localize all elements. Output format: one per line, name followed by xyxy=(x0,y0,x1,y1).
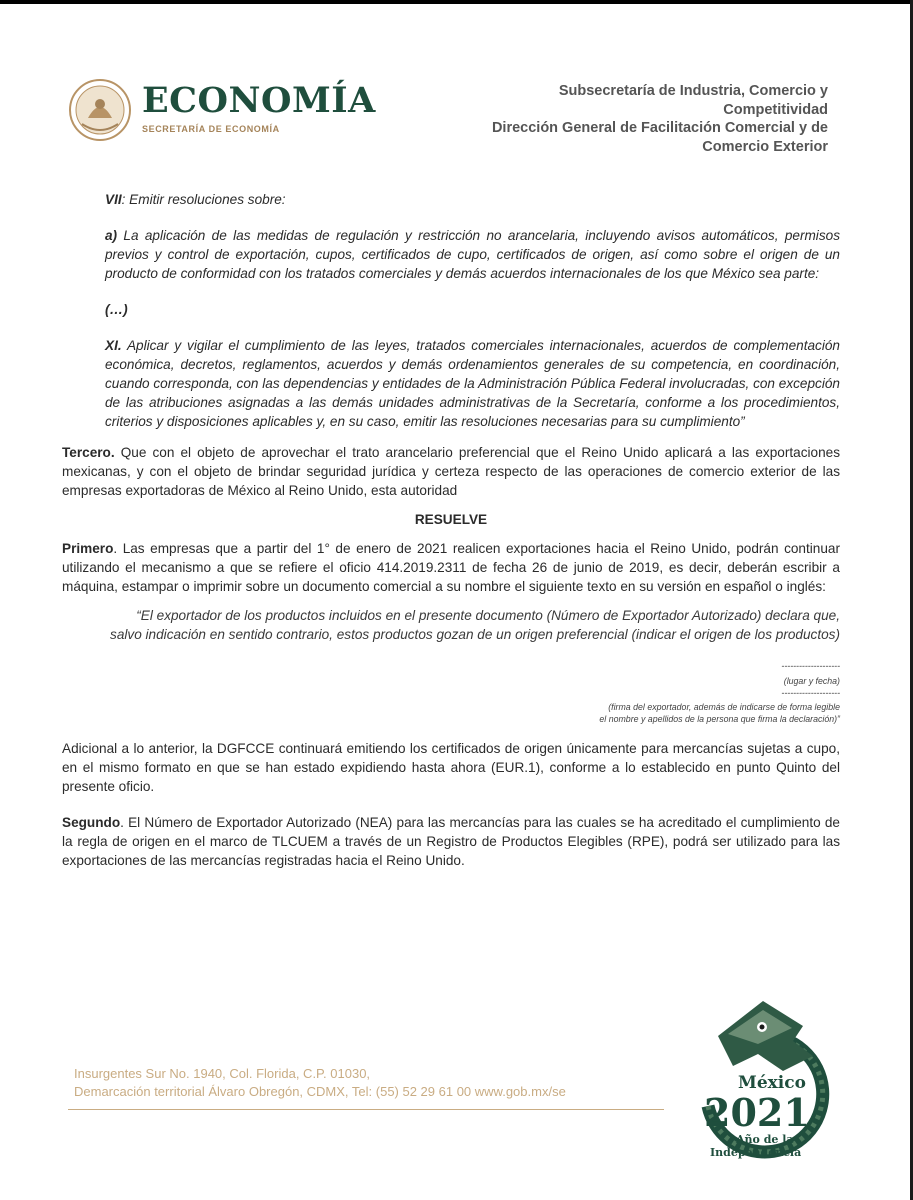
logo-ano-text: Año de la xyxy=(736,1133,794,1146)
clause-label: XI. xyxy=(105,338,122,353)
place-date-label: (lugar y fecha) xyxy=(783,676,840,686)
national-seal-icon xyxy=(68,78,132,142)
brand-subtitle: SECRETARÍA DE ECONOMÍA xyxy=(142,124,280,134)
signature-note: el nombre y apellidos de la persona que firma la declaración)” xyxy=(599,714,840,724)
brand xyxy=(142,82,376,134)
letterhead xyxy=(68,76,828,166)
paragraph-adicional: Adicional a lo anterior, la DGFCCE continuará emitiendo los certificados de origen únicamente para mercancías sujetas a cupo, en el mismo formato en que se han estado expidiendo hasta ahora (EUR.1), conforme a lo establecido en punto Quinto del presente oficio. xyxy=(62,741,840,794)
paragraph-label: Tercero. xyxy=(62,445,115,460)
top-border xyxy=(0,0,913,4)
department-block xyxy=(408,82,828,156)
signature-dashes: -------------------- xyxy=(781,688,840,698)
clause-xi xyxy=(105,336,840,431)
clause-label: VII xyxy=(105,192,122,207)
dept-line: Comercio Exterior xyxy=(702,138,828,155)
logo-mexico-text: México xyxy=(738,1073,806,1093)
paragraph-text: . El Número de Exportador Autorizado (NEA) para las mercancías para las cuales se ha acreditado el cumplimiento de la regla de origen en el marco de TLCUEM a través de un Registro de Productos Elegibles (RPE), podrá ser utilizado para las exportaciones de las mercancías registradas hacia el Reino Unido. xyxy=(62,815,840,868)
clause-text: : Emitir resoluciones sobre: xyxy=(121,192,286,207)
signature-note: (firma del exportador, además de indicarse de forma legible xyxy=(608,702,840,712)
clause-text: La aplicación de las medidas de regulación y restricción no arancelaria, incluyendo avisos automáticos, permisos previos y control de exportación, cupos, certificados de cupo, certificados de origen, así como sobre el origen de un producto de conformidad con los tratados comerciales y demás acuerdos internacionales de los que México sea parte: xyxy=(105,228,840,281)
footer-line: Demarcación territorial Álvaro Obregón, CDMX, Tel: (55) 52 29 61 00 www.gob.mx/se xyxy=(74,1084,566,1099)
clause-label: a) xyxy=(105,228,118,243)
logo-year-text: 2021 xyxy=(704,1090,810,1135)
clause-vii xyxy=(105,190,840,209)
mexico-2021-logo xyxy=(688,996,838,1171)
declaration-quote: “El exportador de los productos incluidos en el presente documento (Número de Exportador Autorizado) declara que, salvo indicación en sentido contrario, estos productos gozan de un origen preferencial (indicar el origen de los productos) xyxy=(110,608,840,642)
paragraph-text: . Las empresas que a partir del 1° de enero de 2021 realicen exportaciones hacia el Reino Unido, podrán continuar utilizando el mecanismo a que se refiere el oficio 414.2019.2311 de fecha 26 de junio de 2019, es decir, deberán escribir a máquina, estampar o imprimir sobre un documento comercial a su nombre el siguiente texto en su versión en español o inglés: xyxy=(62,541,840,594)
footer-line: Insurgentes Sur No. 1940, Col. Florida, C.P. 01030, xyxy=(74,1066,371,1081)
paragraph-text: Que con el objeto de aprovechar el trato arancelario preferencial que el Reino Unido aplicará a las exportaciones mexicanas, y con el objeto de brindar seguridad jurídica y certeza respecto de las operaciones de comercio exterior de las empresas exportadoras de México al Reino Unido, esta autoridad xyxy=(62,445,840,498)
dept-line: Competitividad xyxy=(723,101,828,118)
dept-line: Dirección General de Facilitación Comercial y de xyxy=(491,120,828,136)
paragraph-primero xyxy=(62,539,840,596)
signature-block xyxy=(62,660,840,725)
clause-a xyxy=(105,226,840,283)
clause-text: Aplicar y vigilar el cumplimiento de las leyes, tratados comerciales internacionales, acuerdos de complementación económica, decretos, reglamentos, acuerdos y demás ordenamientos generales de su competencia, en coordinación, cuando corresponda, con las dependencias y entidades de la Administración Pública Federal involucradas, con excepción de las atribuciones asignadas a las demás unidades administrativas de la Secretaría, conforme a los procedimientos, criterios y disposiciones aplicables y, en su caso, emitir las resoluciones necesarias para su cumplimiento” xyxy=(105,338,840,429)
paragraph-label: Primero xyxy=(62,541,114,556)
dept-line: Subsecretaría de Industria, Comercio y xyxy=(558,83,828,99)
footer-divider xyxy=(68,1109,664,1110)
footer-address xyxy=(74,1065,566,1101)
paragraph-segundo xyxy=(62,813,840,870)
ellipsis: (…) xyxy=(105,302,128,317)
paragraph-label: Segundo xyxy=(62,815,121,830)
signature-dashes: -------------------- xyxy=(781,661,840,671)
resuelve-heading: RESUELVE xyxy=(414,512,488,527)
paragraph-tercero xyxy=(62,443,840,500)
document-body xyxy=(62,190,840,870)
brand-name: ECONOMÍA xyxy=(142,80,376,121)
logo-independencia-text: Independencia xyxy=(710,1146,802,1159)
